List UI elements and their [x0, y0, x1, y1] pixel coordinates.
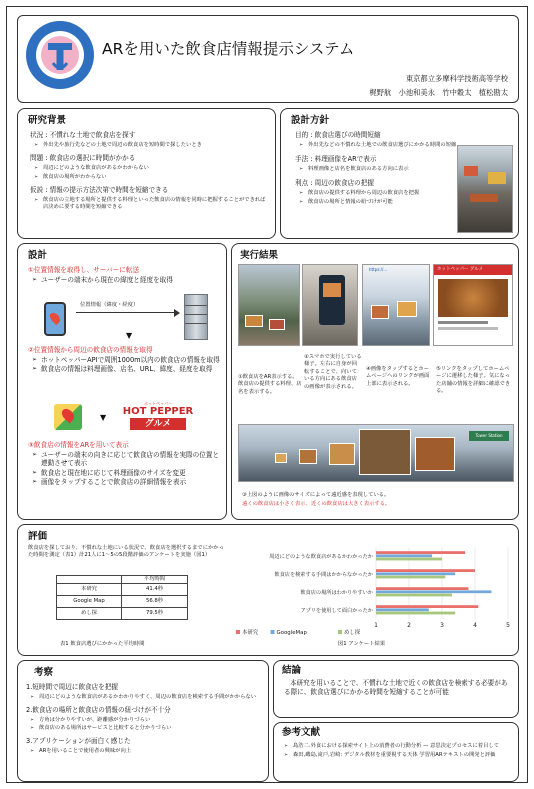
- table-row: [56, 583, 188, 595]
- bar-GoogleMap: [376, 608, 429, 611]
- table-cell: 41.4秒: [145, 586, 164, 593]
- bullet: ➢ 飲食店の情報は料理画像、店名、URL、緯度、経度を取得: [32, 365, 222, 374]
- caption-4: ⑤リンクをタップしてホームページに遷移した様子。気になった店舗の情報を詳細に確認できる。: [436, 366, 511, 395]
- header-box: [17, 15, 519, 103]
- caption-5: ③上図のように画像のサイズによって遠近感を表現している。: [242, 492, 390, 498]
- bullet: ➢ 飲食店の立地する場所と提供する料理といった飲食店の情報を同時に把握することができれば店決めに要する時間を短縮できる: [34, 197, 270, 212]
- chart-caption: 図1 アンケート結果: [338, 641, 386, 647]
- bullet: ➢ 料理画像と店名を飲食店のある方向に表示: [299, 166, 453, 173]
- location-arrow-label: 位置情報（緯度・経度）: [80, 302, 139, 308]
- bar-GoogleMap: [376, 554, 432, 557]
- caption-5-red: 遠くの飲食店は小さく表示、近くの飲食店は大きく表示する。: [242, 501, 391, 507]
- category-label: アプリを使用して面白かったか: [300, 608, 373, 614]
- bar-本研究: [376, 569, 475, 572]
- results-section: [231, 243, 519, 520]
- x-tick-label: 2: [407, 622, 411, 629]
- bar-本研究: [376, 551, 465, 554]
- policy-section: [280, 108, 519, 239]
- conclusion-text: 本研究を用いることで、不慣れな土地で近くの飲食店を検索する必要がある際に、飲食店選びにかかる時間を短縮することが可能: [284, 679, 508, 696]
- purpose-heading: 目的 : 飲食店選びの時間短縮: [295, 131, 381, 139]
- logo-sub: グルメ: [130, 418, 186, 430]
- step3-heading: ③飲食店の情報をARを用いて表示: [28, 441, 129, 449]
- station-sign: Tower Station: [469, 431, 509, 441]
- problem-heading: 問題 : 飲食店の選択に時間がかかる: [30, 154, 136, 162]
- evaluation-section: [17, 524, 519, 656]
- evaluation-desc: 飲食店を探しており、不慣れな土地にいる状況で、飲食店を選択するまでにかかった時間を測定（表1）計21人に1〜5の5段階評価のアンケートを実施（図1）: [28, 545, 224, 559]
- x-tick-label: 1: [374, 622, 378, 629]
- hotpepper-logo: [118, 401, 198, 430]
- authors: 梶野航 小池和美永 竹中穀太 植松勘太: [369, 88, 508, 97]
- section-title: 実行結果: [240, 250, 279, 261]
- bullet: ➢ ユーザーの端末から現在の緯度と経度を取得: [32, 276, 222, 285]
- legend-label: めし探: [344, 630, 361, 636]
- discussion-heading-1: 1.短時間で周辺に飲食店を把握: [26, 683, 119, 691]
- reference-item: ➢ 島浩二.外食における探索サイト上の消費者の行動分析 — 意思決定プロセスに着目して: [284, 743, 514, 750]
- bullet: ➢ 外出先や旅行先などの土地で周辺の飲食店を短時間で探したいとき: [34, 142, 270, 149]
- bar-めし探: [376, 594, 452, 597]
- discussion-section: [17, 660, 269, 782]
- bullet: ➢ 周辺にどのような飲食店があるかわからない: [34, 165, 270, 172]
- x-tick-label: 3: [440, 622, 444, 629]
- merit-heading: 利点 : 周辺の飲食店の把握: [295, 179, 374, 187]
- step2-heading: ②位置情報から周辺の飲食店の情報を取得: [28, 346, 153, 354]
- bar-GoogleMap: [376, 572, 455, 575]
- poster: [6, 6, 528, 783]
- table-row: [56, 607, 188, 620]
- time-table: [56, 575, 188, 620]
- status-heading: 状況 : 不慣れな土地で飲食店を探す: [30, 131, 136, 139]
- section-title: 評価: [28, 531, 48, 542]
- caption-2: ②スマホで実行している様子。左右に自身が回転することで、向いている方向にある飲食店の画像が表示される。: [304, 354, 362, 390]
- street-photo: [457, 145, 513, 233]
- legend-swatch: [271, 630, 275, 634]
- bar-本研究: [376, 587, 468, 590]
- map-icon: [54, 404, 82, 430]
- table-row: [56, 595, 188, 607]
- bar-めし探: [376, 576, 445, 579]
- bullet: ➢ 飲食店の場所がわからない: [34, 174, 270, 181]
- table-cell: 56.8秒: [145, 598, 164, 605]
- category-label: 周辺にどのような飲食店があるかわかったか: [269, 554, 373, 560]
- design-section: [17, 243, 227, 520]
- method-heading: 手法 : 料理画像をARで表示: [295, 155, 377, 163]
- arrow-down-icon: ▼: [100, 413, 107, 422]
- bullet: ➢ 外出先などの不慣れな土地での飲食店選びにかかる時間の短縮: [299, 142, 513, 149]
- ar-screenshot-2: [302, 264, 358, 346]
- bullet: ➢ 画像をタップすることで飲食店の詳細情報を表示: [32, 478, 222, 487]
- references-section: [273, 722, 519, 782]
- school-logo: [24, 19, 96, 91]
- section-title: 考察: [34, 667, 54, 678]
- table-cell: 79.5秒: [145, 610, 164, 617]
- category-label: 飲食店を検索する手間はかからなかったか: [274, 572, 373, 578]
- legend-label: GoogleMap: [276, 630, 307, 636]
- bullet: ➢ ユーザーの端末の向きに応じて飲食店の情報を実際の位置と連動させて表示: [32, 451, 222, 468]
- discussion-heading-3: 3.アプリケーションが面白く感じた: [26, 737, 131, 746]
- ar-screenshot-1: [238, 264, 300, 346]
- table-cell: 本研究: [57, 584, 122, 595]
- legend-swatch: [338, 630, 342, 634]
- bullet: ➢ ホットペッパーAPIで周囲1000m以内の飲食店の情報を取得: [32, 356, 222, 365]
- bar-めし探: [376, 558, 442, 561]
- section-title: 結論: [282, 665, 302, 676]
- school-name: 東京都立多摩科学技術高等学校: [405, 74, 508, 83]
- page-header: ホットペッパー グルメ: [434, 265, 512, 275]
- section-title: 設計方針: [291, 115, 330, 126]
- section-title: 参考文献: [282, 727, 321, 738]
- arrow-right-icon: [76, 312, 176, 313]
- step1-heading: ①位置情報を取得し、サーバーに転送: [28, 266, 140, 274]
- conclusion-section: [273, 660, 519, 718]
- table-cell: めし探: [57, 608, 122, 619]
- table-cell: Google Map: [57, 596, 122, 607]
- bullet: ➢ 飲食店の提供する料理から周辺の飲食店を把握: [299, 190, 453, 197]
- reference-item: ➢ 森田,磯島,滝戸,岩崎: デジタル教材を重要視する天体 学習用ARテキストの開発と評価: [284, 752, 514, 759]
- table-header: 平均時間: [143, 576, 166, 582]
- discussion-heading-2: 2.飲食店の場所と飲食店の情報の紐づけが不十分: [26, 706, 171, 714]
- bullet: ➢ 周辺にどのような飲食店があるかわかりやすく、周辺の飲食店を検索する手間がかからない: [30, 694, 264, 701]
- bullet: ➢ 方角は分かりやすいが、距離感が分かりづらい: [30, 717, 264, 724]
- poster-title: ARを用いた飲食店情報提示システム: [102, 40, 355, 58]
- ar-panorama: [238, 424, 514, 482]
- legend-swatch: [236, 630, 240, 634]
- section-title: 設計: [28, 250, 48, 261]
- background-section: [17, 108, 276, 239]
- bullet: ➢ 飲食店のある場所はサービスと比較すると分かりづらい: [30, 725, 264, 732]
- section-title: 研究背景: [28, 115, 67, 126]
- x-tick-label: 4: [473, 622, 477, 629]
- bar-本研究: [376, 605, 478, 608]
- x-tick-label: 5: [506, 622, 510, 629]
- bullet: ➢ 飲食店の場所と情報の紐づけが可能: [299, 199, 453, 206]
- caption-3: ④画像をタップするとホームページへのリンクが画面上部に表示される。: [366, 366, 430, 387]
- survey-chart: [226, 543, 516, 643]
- legend-label: 本研究: [242, 630, 259, 636]
- logo-main: HOT PEPPER: [122, 406, 194, 417]
- server-icon: [184, 294, 208, 340]
- caption-1: ①飲食店をAR表示する。飲食店の提供する料理、店名を表示する。: [238, 374, 302, 395]
- logo-small: ホットペッパー: [144, 401, 172, 406]
- ar-screenshot-3: [362, 264, 430, 346]
- arrow-down-icon: ▼: [126, 331, 133, 340]
- bar-めし探: [376, 612, 455, 615]
- bar-GoogleMap: [376, 590, 492, 593]
- bullet: ➢ 飲食店と現在地に応じて料理画像のサイズを変更: [32, 469, 222, 478]
- bullet: ➢ ARを用いることで使用者の興味が向上: [30, 748, 264, 755]
- hypothesis-heading: 仮説 : 情報の提示方法次第で時間を短縮できる: [30, 186, 169, 195]
- category-label: 飲食店の場所はわかりやすいか: [300, 590, 373, 596]
- table-caption: 表1 飲食店選びにかかった平均時間: [60, 641, 145, 647]
- smartphone-icon: [44, 302, 66, 336]
- arrow-head-icon: [174, 309, 180, 317]
- ar-screenshot-4: [433, 264, 513, 346]
- link-bar: https://…: [369, 267, 388, 272]
